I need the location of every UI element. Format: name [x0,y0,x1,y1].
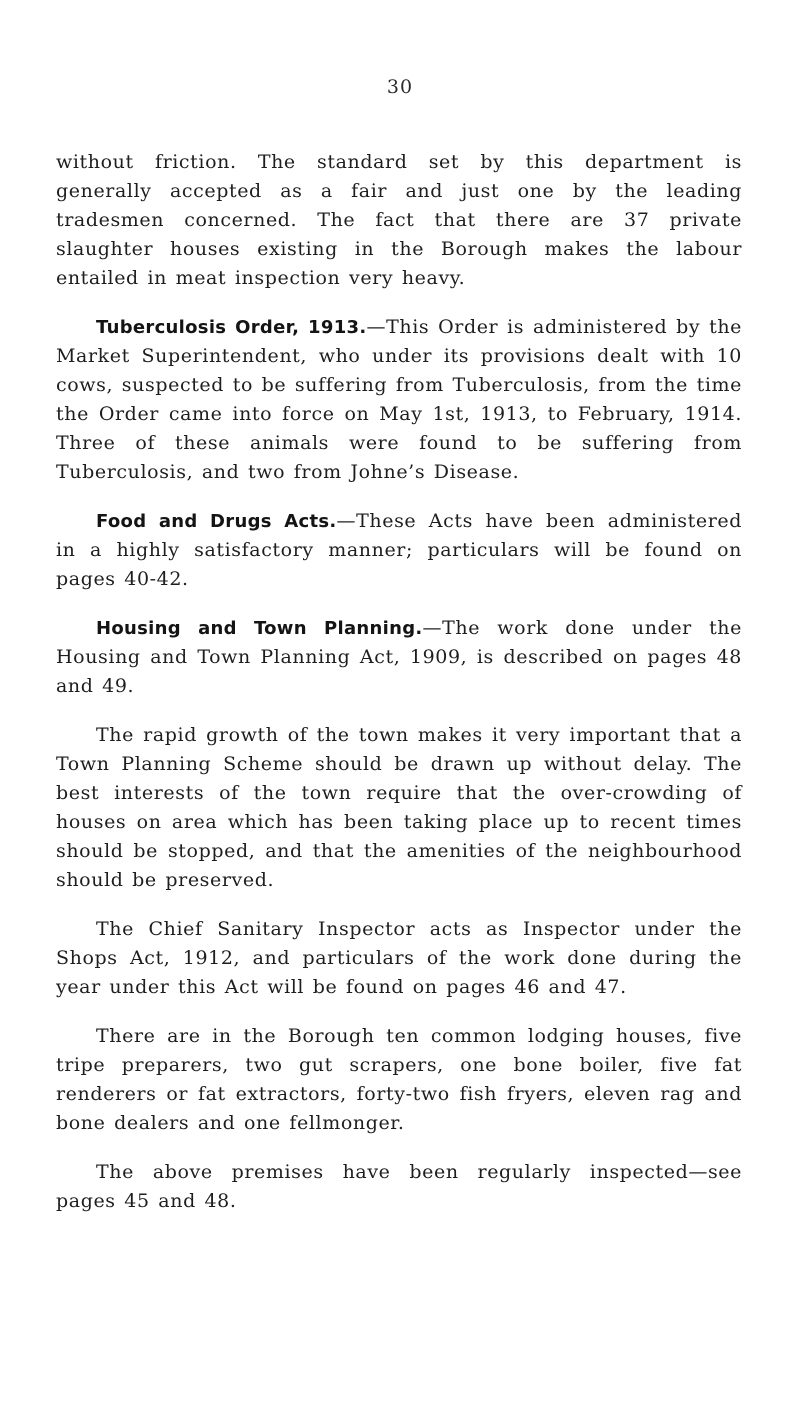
paragraph-tuberculosis-order [56,313,742,487]
heading-housing-town-planning: Housing and Town Planning. [96,618,423,639]
page-body [56,148,742,1216]
paragraph-shops-act: The Chief Sanitary Inspector acts as Inspector under the Shops Act, 1912, and particulars of the work done during the year under this Act will be found on pages 46 and 47. [56,918,742,998]
paragraph-food-and-drugs-acts [56,507,742,594]
page-number: 30 [386,76,414,98]
paragraph-premises-inspected: The above premises have been regularly inspected—see pages 45 and 48. [56,1161,742,1212]
body-housing-town-planning: —The work done under the Housing and Town Planning Act, 1909, is described on pages 48 and 49. [56,617,742,697]
paragraph-offensive-trades: There are in the Borough ten common lodging houses, five tripe preparers, two gut scrapers, one bone boiler, five fat renderers or fat extractors, forty-two fish fryers, eleven rag and bone dealers and one fellmonger. [56,1025,742,1134]
paragraph-town-planning-scheme: The rapid growth of the town makes it very important that a Town Planning Scheme should be drawn up without delay. The best interests of the town require that the over-crowding of houses on area which has been taking place up to recent times should be stopped, and that the amenities of the neighbourhood should be preserved. [56,724,742,891]
heading-food-and-drugs-acts: Food and Drugs Acts. [96,511,337,532]
body-food-and-drugs-acts: —These Acts have been administered in a highly satisfactory manner; particulars will be found on pages 40-42. [56,510,742,590]
paragraph-slaughter-houses: without friction. The standard set by this department is generally accepted as a fair and just one by the leading tradesmen concerned. The fact that there are 37 private slaughter houses existing in the Borough makes the labour entailed in meat inspection very heavy. [56,151,742,289]
body-tuberculosis-order: —This Order is administered by the Market Superintendent, who under its provisions dealt with 10 cows, suspected to be suffering from Tuberculosis, from the time the Order came into force on May 1st, 1913, to February, 1914. Three of these animals were found to be suffering from Tuberculosis, and two from Johne’s Disease. [56,316,742,483]
paragraph-housing-town-planning [56,614,742,701]
heading-tuberculosis-order: Tuberculosis Order, 1913. [96,317,367,338]
